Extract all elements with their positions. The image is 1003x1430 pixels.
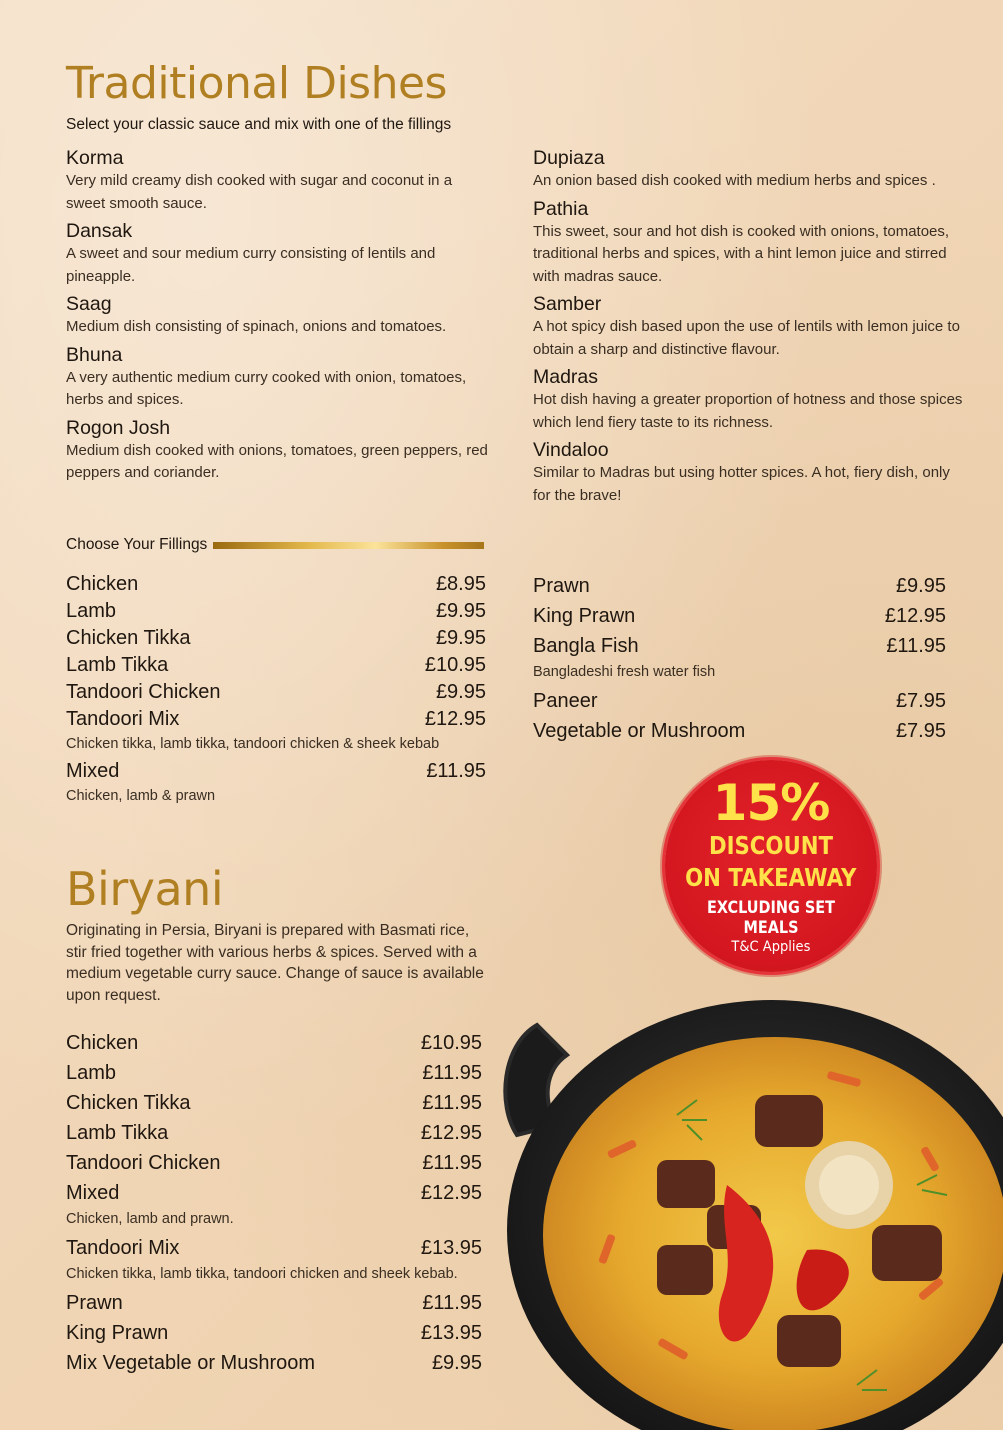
menu-item-name: Prawn (66, 1292, 123, 1314)
menu-item-row (66, 652, 486, 679)
menu-item-price: £7.95 (895, 690, 946, 712)
menu-item-price: £7.95 (895, 720, 946, 742)
discount-badge (665, 760, 877, 972)
menu-item-row (66, 571, 486, 598)
sauce-list-left (66, 146, 491, 489)
menu-item-row (66, 706, 486, 733)
menu-item-price: £9.95 (895, 575, 946, 597)
menu-item-price: £12.95 (884, 605, 946, 627)
terms-line: T&C Applies (731, 939, 811, 955)
menu-item-price: £11.95 (422, 1062, 482, 1084)
menu-item-name: Chicken (66, 1032, 139, 1054)
sauce-description: A sweet and sour medium curry consisting of lentils and pineapple. (66, 245, 436, 285)
sauce-name: Madras (533, 366, 599, 388)
sauce-name: Vindaloo (533, 439, 609, 461)
sauce-description: An onion based dish cooked with medium herbs and spices . (533, 172, 936, 189)
sauce-name: Korma (66, 147, 124, 169)
menu-item-name: Tandoori Mix (66, 708, 180, 730)
sauce-description: Similar to Madras but using hotter spices. A hot, fiery dish, only for the brave! (533, 464, 950, 504)
menu-item-price: £12.95 (424, 708, 486, 730)
menu-item-name: Lamb Tikka (66, 654, 169, 676)
menu-item-price: £9.95 (435, 627, 486, 649)
menu-item-row (66, 758, 486, 785)
menu-item-row (66, 1348, 482, 1378)
menu-item-row (66, 1233, 482, 1263)
biryani-intro: Originating in Persia, Biryani is prepared with Basmati rice, stir fried together with various herbs & spices. Served with a medium vegetable curry sauce. Change of sauce is available upon request. (66, 922, 484, 1004)
menu-item-row (66, 1058, 482, 1088)
sauce-description: Hot dish having a greater proportion of hotness and those spices which lend fiery taste to its richness. (533, 391, 963, 431)
menu-item-price: £11.95 (886, 635, 946, 657)
menu-item-note: Chicken tikka, lamb tikka, tandoori chicken & sheek kebab (66, 736, 440, 752)
fillings-title: Choose Your Fillings (66, 536, 208, 553)
discount-percent: 15% (712, 774, 830, 832)
sauce-name: Pathia (533, 197, 589, 220)
menu-item-note: Chicken, lamb & prawn (66, 788, 216, 804)
menu-item-row (66, 1148, 482, 1178)
sauce-name: Samber (533, 293, 602, 315)
menu-item-price: £11.95 (426, 760, 486, 782)
menu-item-price: £9.95 (435, 681, 486, 703)
menu-item-note: Chicken tikka, lamb tikka, tandoori chicken and sheek kebab. (66, 1266, 458, 1282)
menu-item-name: Tandoori Chicken (66, 1152, 221, 1174)
menu-item-name: Tandoori Mix (66, 1237, 180, 1259)
menu-item-row (533, 686, 946, 716)
menu-item-name: Paneer (533, 690, 598, 712)
sauce-description: A very authentic medium curry cooked with onion, tomatoes, herbs and spices. (66, 368, 467, 408)
menu-item-note: Bangladeshi fresh water fish (533, 664, 716, 680)
biryani-list (66, 1028, 482, 1378)
menu-item-name: Bangla Fish (533, 635, 639, 657)
sauce-name: Dansak (66, 220, 133, 242)
fillings-list-left (66, 571, 486, 810)
menu-item-row (533, 601, 946, 631)
menu-item-price: £11.95 (422, 1152, 482, 1174)
menu-item-name: Mix Vegetable or Mushroom (66, 1352, 316, 1374)
menu-item-row (533, 631, 946, 661)
menu-item-price: £11.95 (422, 1092, 482, 1114)
menu-item-name: Vegetable or Mushroom (533, 720, 746, 742)
traditional-intro: Select your classic sauce and mix with one of the fillings (66, 116, 452, 133)
sauce-description: Medium dish consisting of spinach, onions and tomatoes. (66, 318, 447, 335)
biryani-pan-image (497, 985, 1003, 1430)
menu-item-price: £13.95 (420, 1322, 482, 1344)
sauce-list-right (533, 146, 963, 511)
menu-item-row (66, 1088, 482, 1118)
fillings-header (66, 536, 484, 554)
menu-item-price: £13.95 (420, 1237, 482, 1259)
menu-item-row (66, 1118, 482, 1148)
menu-item-row (66, 1028, 482, 1058)
sauce-description: A hot spicy dish based upon the use of lentils with lemon juice to obtain a sharp and distinctive flavour. (533, 318, 960, 358)
sauce-name: Rogon Josh (66, 416, 171, 439)
menu-item-row (66, 1318, 482, 1348)
takeaway-line: ON TAKEAWAY (685, 863, 857, 892)
menu-item-price: £10.95 (424, 654, 486, 676)
menu-item-row (66, 625, 486, 652)
menu-item-name: Lamb (66, 600, 117, 622)
menu-item-name: Chicken (66, 573, 139, 595)
sauce-name: Bhuna (66, 343, 123, 366)
menu-item-row (533, 571, 946, 601)
menu-item-row (66, 598, 486, 625)
menu-item-row (66, 1288, 482, 1318)
menu-item-price: £12.95 (420, 1122, 482, 1144)
sauce-name: Dupiaza (533, 147, 605, 169)
menu-item-price: £12.95 (420, 1182, 482, 1204)
menu-item-price: £9.95 (431, 1352, 482, 1374)
sauce-description: Very mild creamy dish cooked with sugar and coconut in a sweet smooth sauce. (66, 172, 453, 212)
menu-item-name: Chicken Tikka (66, 1092, 191, 1114)
sauce-description: Medium dish cooked with onions, tomatoes, green peppers, red peppers and coriander. (66, 441, 488, 481)
gold-divider (213, 542, 484, 549)
menu-item-name: King Prawn (533, 605, 636, 627)
menu-item-price: £8.95 (435, 573, 486, 595)
menu-item-row (533, 716, 946, 746)
menu-item-name: Mixed (66, 760, 120, 782)
menu-item-row (66, 1178, 482, 1208)
menu-item-note: Chicken, lamb and prawn. (66, 1211, 234, 1227)
menu-item-price: £11.95 (422, 1292, 482, 1314)
biryani-title: Biryani (66, 862, 224, 916)
sauce-description: This sweet, sour and hot dish is cooked with onions, tomatoes, traditional herbs and spices, with a hint lemon juice and stirred with madras sauce. (533, 222, 950, 285)
menu-item-name: Tandoori Chicken (66, 681, 221, 703)
page-title: Traditional Dishes (66, 58, 447, 109)
fillings-list-right (533, 571, 946, 746)
sauce-name: Saag (66, 293, 112, 315)
exclusion-line: EXCLUDING SET MEALS (706, 898, 836, 938)
menu-item-name: Lamb (66, 1062, 117, 1084)
menu-item-name: Mixed (66, 1182, 120, 1204)
menu-item-name: King Prawn (66, 1322, 169, 1344)
discount-line: DISCOUNT (708, 831, 834, 860)
menu-item-price: £10.95 (420, 1032, 482, 1054)
menu-item-name: Chicken Tikka (66, 627, 191, 649)
menu-item-price: £9.95 (435, 600, 486, 622)
menu-item-name: Lamb Tikka (66, 1122, 169, 1144)
menu-item-name: Prawn (533, 575, 590, 597)
menu-item-row (66, 679, 486, 706)
